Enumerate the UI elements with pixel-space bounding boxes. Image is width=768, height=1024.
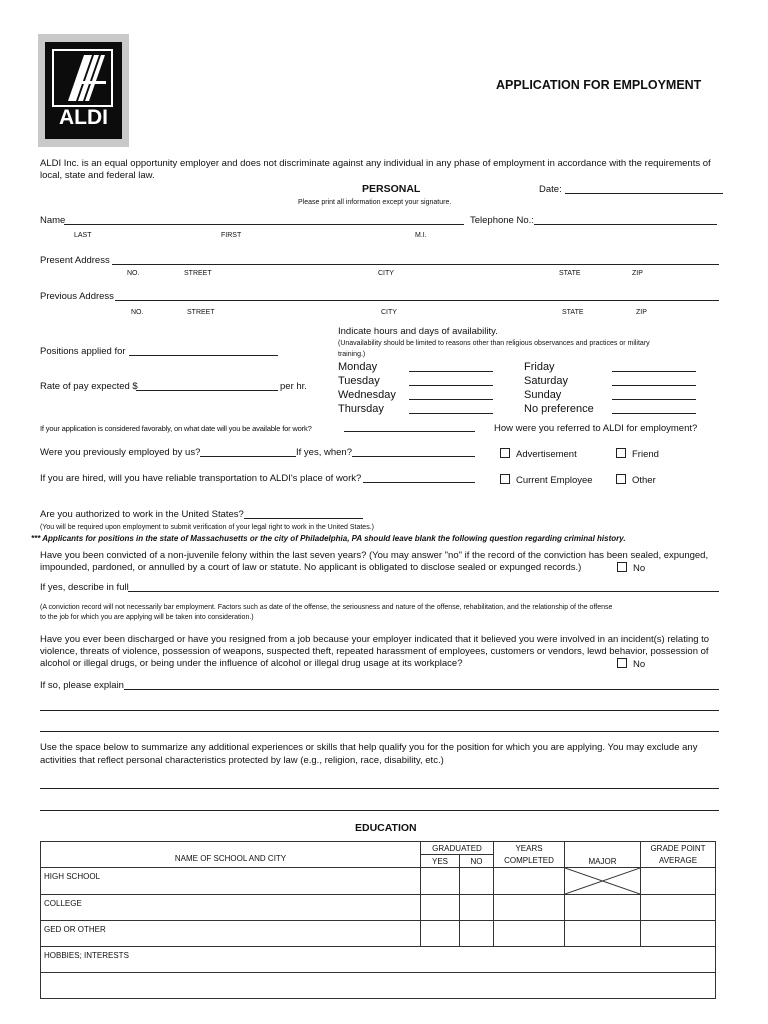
day-thursday: Thursday xyxy=(338,403,384,415)
describe-field[interactable] xyxy=(128,591,719,592)
thursday-field[interactable] xyxy=(409,413,493,414)
ged-gpa-cell[interactable] xyxy=(641,921,716,947)
first-sublabel: FIRST xyxy=(221,232,242,239)
explain-field-line[interactable] xyxy=(40,731,719,732)
name-label: Name xyxy=(40,215,66,226)
summary-instructions: Use the space below to summarize any additional experiences or skills that help qualify you for the position for which you are applying. You may exclude any xyxy=(40,742,698,753)
positions-field[interactable] xyxy=(129,355,278,356)
rate-label: Rate of pay expected $ xyxy=(40,381,138,392)
authorized-question: Are you authorized to work in the United States? xyxy=(40,509,244,520)
college-gpa-cell[interactable] xyxy=(641,895,716,921)
other-label: Other xyxy=(632,475,656,486)
high-school-no-cell[interactable] xyxy=(460,868,494,895)
high-school-row-label[interactable]: HIGH SCHOOL xyxy=(41,868,421,895)
aldi-logo xyxy=(38,34,129,147)
felony-no-checkbox[interactable] xyxy=(617,562,627,572)
previous-employed-field[interactable] xyxy=(200,456,296,457)
saturday-field[interactable] xyxy=(612,385,696,386)
personal-note: Please print all information except your signature. xyxy=(298,199,452,206)
current-employee-checkbox[interactable] xyxy=(500,474,510,484)
school-column-header: NAME OF SCHOOL AND CITY xyxy=(41,842,421,868)
present-city-sublabel: CITY xyxy=(378,270,394,277)
date-label: Date: xyxy=(539,184,562,195)
discharge-question-3: alcohol or illegal drugs, or being under the influence of alcohol or illegal drug usage at its workplace? xyxy=(40,658,463,669)
day-friday: Friday xyxy=(524,361,555,373)
present-no-sublabel: NO. xyxy=(127,270,140,277)
if-yes-when-field[interactable] xyxy=(352,456,475,457)
previous-address-label: Previous Address xyxy=(40,291,114,302)
personal-heading: PERSONAL xyxy=(362,183,421,195)
high-school-major-crossed-cell xyxy=(565,868,641,895)
discharge-question: Have you ever been discharged or have you resigned from a job because your employer indicated that it believed you were involved in an incident(s) relating to xyxy=(40,634,710,645)
college-major-cell[interactable] xyxy=(565,895,641,921)
present-address-label: Present Address xyxy=(40,255,110,266)
telephone-label: Telephone No.: xyxy=(470,215,534,226)
per-hr-label: per hr. xyxy=(280,381,307,392)
ged-years-cell[interactable] xyxy=(494,921,565,947)
day-sunday: Sunday xyxy=(524,389,562,401)
previous-street-sublabel: STREET xyxy=(187,309,215,316)
explain-field-line[interactable] xyxy=(40,710,719,711)
discharge-no-label: No xyxy=(633,659,646,670)
wednesday-field[interactable] xyxy=(409,399,493,400)
explain-field[interactable] xyxy=(124,689,719,690)
previous-state-sublabel: STATE xyxy=(562,309,584,316)
availability-note-2: training.) xyxy=(338,351,366,358)
ged-no-cell[interactable] xyxy=(460,921,494,947)
graduated-no-header: NO xyxy=(460,855,494,868)
high-school-years-cell[interactable] xyxy=(494,868,565,895)
gpa-average-header: AVERAGE xyxy=(641,855,716,868)
college-no-cell[interactable] xyxy=(460,895,494,921)
summary-field-line[interactable] xyxy=(40,810,719,811)
sunday-field[interactable] xyxy=(612,399,696,400)
current-employee-label: Current Employee xyxy=(516,475,593,486)
friend-label: Friend xyxy=(632,449,659,460)
advertisement-label: Advertisement xyxy=(516,449,577,460)
discharge-question-2: violence, threats of violence, possession of weapons, suspected theft, repeated harassment of employees, customers or vendors, lewd behavior, possession of xyxy=(40,646,709,657)
day-saturday: Saturday xyxy=(524,375,569,387)
day-monday: Monday xyxy=(338,361,378,373)
logo-text: ALDI xyxy=(59,106,108,129)
felony-question-2: impounded, pardoned, or annulled by a court of law or statute. No applicant is obligated to disclose sealed or expunged records.) xyxy=(40,562,582,573)
authorized-note: (You will be required upon employment to submit verification of your legal right to work in the United States.) xyxy=(40,524,374,531)
conviction-note: (A conviction record will not necessarily bar employment. Factors such as date of the offense, the seriousness and nature of the offense, rehabilitation, and the relationship of the offense xyxy=(40,604,613,611)
referred-question: How were you referred to ALDI for employment? xyxy=(494,423,698,434)
logo-stripes-icon xyxy=(52,49,113,107)
massachusetts-note: *** Applicants for positions in the state of Massachusetts or the city of Philadelphia, PA should leave blank the following question regarding criminal history. xyxy=(31,534,626,543)
hobbies-row-label[interactable]: HOBBIES; INTERESTS xyxy=(41,947,716,973)
day-wednesday: Wednesday xyxy=(338,389,396,401)
tuesday-field[interactable] xyxy=(409,385,493,386)
transport-field[interactable] xyxy=(363,482,475,483)
availability-title: Indicate hours and days of availability. xyxy=(338,326,498,337)
major-column-header: MAJOR xyxy=(565,842,641,868)
no-preference-field[interactable] xyxy=(612,413,696,414)
education-table xyxy=(40,841,716,999)
friend-checkbox[interactable] xyxy=(616,448,626,458)
hobbies-field[interactable] xyxy=(41,973,716,999)
high-school-gpa-cell[interactable] xyxy=(641,868,716,895)
previous-address-field[interactable] xyxy=(115,300,719,301)
present-state-sublabel: STATE xyxy=(559,270,581,277)
high-school-yes-cell[interactable] xyxy=(421,868,460,895)
if-so-explain-label: If so, please explain xyxy=(40,680,124,691)
discharge-no-checkbox[interactable] xyxy=(617,658,627,668)
transport-question: If you are hired, will you have reliable transportation to ALDI's place of work? xyxy=(40,473,362,484)
rate-field[interactable] xyxy=(136,390,278,391)
present-street-sublabel: STREET xyxy=(184,270,212,277)
summary-field-line[interactable] xyxy=(40,788,719,789)
previous-no-sublabel: NO. xyxy=(131,309,144,316)
authorized-field[interactable] xyxy=(244,518,363,519)
friday-field[interactable] xyxy=(612,371,696,372)
telephone-field[interactable] xyxy=(534,224,717,225)
gpa-column-header: GRADE POINT xyxy=(641,842,716,855)
college-years-cell[interactable] xyxy=(494,895,565,921)
graduated-yes-header: YES xyxy=(421,855,460,868)
previous-city-sublabel: CITY xyxy=(381,309,397,316)
cross-out-icon xyxy=(565,868,640,894)
graduated-column-header: GRADUATED xyxy=(421,842,494,855)
available-date-field[interactable] xyxy=(344,431,475,432)
monday-field[interactable] xyxy=(409,371,493,372)
present-zip-sublabel: ZIP xyxy=(632,270,643,277)
date-field[interactable] xyxy=(565,193,723,194)
if-yes-when-label: If yes, when? xyxy=(296,447,352,458)
logo-mark xyxy=(45,42,122,139)
day-tuesday: Tuesday xyxy=(338,375,380,387)
last-sublabel: LAST xyxy=(74,232,92,239)
years-column-header: YEARS xyxy=(494,842,565,855)
available-date-question: If your application is considered favorably, on what date will you be available for work? xyxy=(40,424,312,433)
other-checkbox[interactable] xyxy=(616,474,626,484)
college-yes-cell[interactable] xyxy=(421,895,460,921)
ged-major-cell[interactable] xyxy=(565,921,641,947)
ged-yes-cell[interactable] xyxy=(421,921,460,947)
intro-text-2: local, state and federal law. xyxy=(40,170,155,181)
intro-text: ALDI Inc. is an equal opportunity employer and does not discriminate against any individual in any phase of employment in accordance with the requirements of xyxy=(40,158,711,169)
if-yes-describe-label: If yes, describe in full xyxy=(40,582,129,593)
previous-employed-question: Were you previously employed by us? xyxy=(40,447,201,458)
name-field[interactable] xyxy=(64,224,464,225)
education-heading: EDUCATION xyxy=(355,822,417,834)
summary-instructions-2: activities that reflect personal characteristics protected by law (e.g., religion, race, disability, etc.) xyxy=(40,755,444,766)
ged-row-label[interactable]: GED OR OTHER xyxy=(41,921,421,947)
years-completed-header: COMPLETED xyxy=(494,855,565,868)
day-no-preference: No preference xyxy=(524,403,594,415)
page-title: APPLICATION FOR EMPLOYMENT xyxy=(496,78,702,92)
conviction-note-2: to the job for which you are applying will be taken into consideration.) xyxy=(40,614,254,621)
positions-label: Positions applied for xyxy=(40,346,126,357)
felony-no-label: No xyxy=(633,563,646,574)
felony-question: Have you been convicted of a non-juvenile felony within the last seven years? (You may answer "no" if the record of the conviction has been sealed, expunged, xyxy=(40,550,709,561)
college-row-label[interactable]: COLLEGE xyxy=(41,895,421,921)
mi-sublabel: M.I. xyxy=(415,232,427,239)
availability-note: (Unavailability should be limited to reasons other than religious observances and practices or military xyxy=(338,340,650,347)
present-address-field[interactable] xyxy=(112,264,719,265)
advertisement-checkbox[interactable] xyxy=(500,448,510,458)
previous-zip-sublabel: ZIP xyxy=(636,309,647,316)
